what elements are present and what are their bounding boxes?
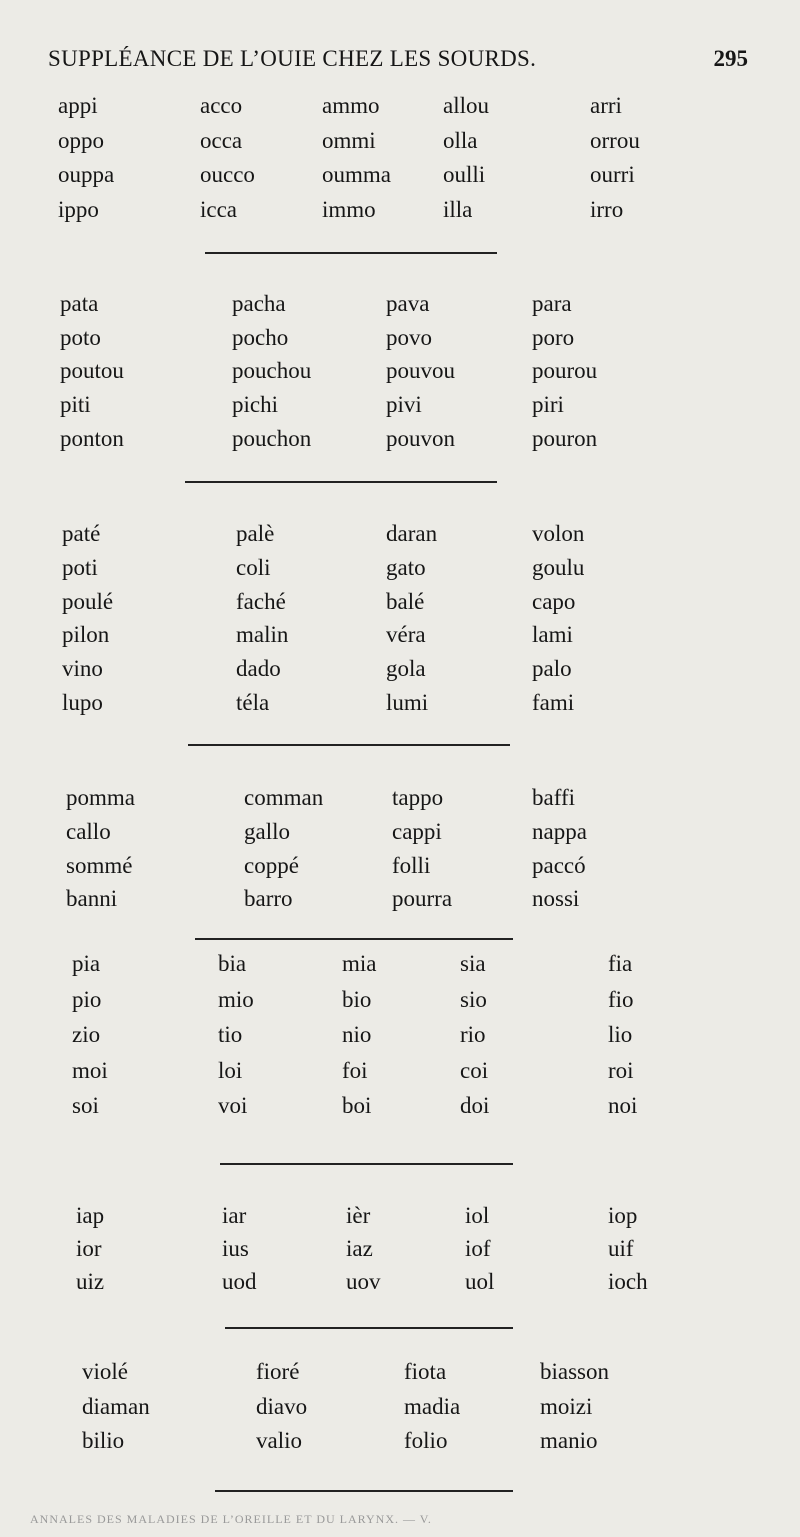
- word-cell: appi: [58, 93, 98, 118]
- word-cell: olla: [443, 127, 478, 153]
- word-row: [0, 125, 800, 157]
- word-cell: pourra: [392, 886, 453, 912]
- running-header: [48, 46, 748, 76]
- word-cell: pacha: [232, 291, 286, 316]
- word-cell: lami: [532, 622, 573, 648]
- word-cell: iaz: [346, 1236, 373, 1262]
- word-cell: pouvon: [386, 425, 455, 451]
- word-cell: dado: [236, 656, 281, 682]
- word-row: [0, 782, 800, 814]
- word-cell: moi: [72, 1057, 108, 1083]
- word-cell: pio: [72, 986, 102, 1012]
- word-cell: téla: [236, 690, 270, 715]
- word-cell: voi: [218, 1093, 248, 1118]
- word-cell: paté: [62, 521, 101, 546]
- word-row: [0, 159, 800, 191]
- page-title: SUPPLÉANCE DE L’OUIE CHEZ LES SOURDS.: [48, 46, 537, 71]
- word-cell: iar: [222, 1203, 247, 1228]
- word-cell: fio: [608, 986, 634, 1012]
- word-cell: povo: [386, 324, 432, 350]
- word-cell: lupo: [62, 690, 103, 715]
- word-cell: poutou: [60, 358, 124, 384]
- word-cell: daran: [386, 521, 438, 546]
- word-cell: rio: [460, 1022, 486, 1047]
- word-cell: coli: [236, 554, 271, 580]
- word-cell: ouppa: [58, 162, 115, 187]
- section-divider: [215, 1490, 513, 1492]
- word-cell: uif: [608, 1236, 634, 1262]
- page-number: 295: [713, 46, 748, 71]
- word-cell: pourou: [532, 358, 598, 384]
- word-cell: nossi: [532, 886, 580, 912]
- word-cell: acco: [200, 93, 243, 118]
- word-cell: uod: [222, 1269, 257, 1295]
- word-row: [0, 687, 800, 719]
- word-cell: baffi: [532, 785, 576, 810]
- word-cell: ponton: [60, 425, 124, 451]
- word-cell: iol: [465, 1203, 490, 1228]
- word-cell: pia: [72, 951, 101, 976]
- word-cell: violé: [82, 1359, 128, 1384]
- word-cell: boi: [342, 1093, 372, 1118]
- word-cell: malin: [236, 622, 289, 648]
- word-cell: arri: [590, 93, 622, 118]
- word-cell: tio: [218, 1022, 243, 1047]
- word-cell: capo: [532, 588, 576, 614]
- word-cell: fami: [532, 690, 575, 715]
- word-cell: coppé: [244, 852, 299, 878]
- word-cell: pouvou: [386, 358, 455, 384]
- word-cell: tappo: [392, 785, 444, 810]
- word-cell: moizi: [540, 1393, 593, 1419]
- word-cell: icca: [200, 196, 238, 222]
- word-cell: gato: [386, 554, 426, 580]
- word-cell: pilon: [62, 622, 110, 648]
- word-cell: fia: [608, 951, 633, 976]
- word-cell: cappi: [392, 818, 442, 844]
- section-divider: [225, 1327, 513, 1329]
- word-cell: loi: [218, 1057, 243, 1083]
- word-row: [0, 653, 800, 685]
- word-cell: mia: [342, 951, 377, 976]
- word-row: [0, 194, 800, 226]
- word-cell: poti: [62, 554, 98, 580]
- word-row: [0, 1425, 800, 1457]
- word-cell: zio: [72, 1022, 101, 1047]
- word-cell: mio: [218, 986, 254, 1012]
- word-row: [0, 1019, 800, 1051]
- word-row: [0, 1391, 800, 1423]
- word-cell: véra: [386, 622, 426, 648]
- word-cell: gallo: [244, 818, 290, 844]
- word-cell: ippo: [58, 196, 99, 222]
- word-cell: palè: [236, 521, 275, 546]
- word-cell: folio: [404, 1428, 448, 1453]
- word-cell: madia: [404, 1393, 461, 1419]
- word-cell: pivi: [386, 392, 422, 418]
- footer-text: ANNALES DES MALADIES DE L’OREILLE ET DU LARYNX. — V.: [30, 1512, 432, 1526]
- word-cell: palo: [532, 656, 572, 682]
- word-cell: oucco: [200, 162, 255, 187]
- word-cell: para: [532, 291, 572, 316]
- word-cell: faché: [236, 588, 286, 614]
- word-row: [0, 1266, 800, 1298]
- word-cell: sio: [460, 986, 487, 1012]
- word-row: [0, 322, 800, 354]
- word-cell: occa: [200, 127, 243, 153]
- word-cell: pichi: [232, 392, 278, 418]
- word-cell: fioré: [256, 1359, 300, 1384]
- word-row: [0, 518, 800, 550]
- word-row: [0, 850, 800, 882]
- word-cell: diaman: [82, 1393, 150, 1419]
- word-cell: irro: [590, 196, 624, 222]
- word-cell: fiota: [404, 1359, 447, 1384]
- word-cell: iof: [465, 1236, 491, 1262]
- word-row: [0, 355, 800, 387]
- word-cell: iop: [608, 1203, 638, 1228]
- word-cell: uiz: [76, 1269, 105, 1295]
- word-cell: poro: [532, 324, 575, 350]
- word-cell: pouron: [532, 425, 598, 451]
- word-row: [0, 948, 800, 980]
- word-cell: iap: [76, 1203, 105, 1228]
- word-cell: immo: [322, 196, 376, 222]
- word-cell: diavo: [256, 1393, 308, 1419]
- word-cell: poulé: [62, 588, 114, 614]
- word-cell: vino: [62, 656, 103, 682]
- word-cell: piri: [532, 392, 564, 418]
- word-cell: oumma: [322, 162, 391, 187]
- word-cell: lio: [608, 1022, 633, 1047]
- word-cell: biasson: [540, 1359, 609, 1384]
- word-cell: valio: [256, 1428, 302, 1453]
- word-row: [0, 883, 800, 915]
- word-cell: bio: [342, 986, 372, 1012]
- word-row: [0, 619, 800, 651]
- word-row: [0, 552, 800, 584]
- word-row: [0, 1233, 800, 1265]
- section-divider: [205, 252, 497, 254]
- word-cell: ior: [76, 1236, 102, 1262]
- word-cell: doi: [460, 1093, 490, 1118]
- word-cell: banni: [66, 886, 118, 912]
- word-row: [0, 1055, 800, 1087]
- word-cell: paccó: [532, 852, 586, 878]
- word-cell: comman: [244, 785, 324, 810]
- word-cell: pouchou: [232, 358, 312, 384]
- word-cell: callo: [66, 818, 111, 844]
- word-cell: sommé: [66, 852, 133, 878]
- word-row: [0, 423, 800, 455]
- word-row: [0, 984, 800, 1016]
- word-cell: oppo: [58, 127, 104, 153]
- word-cell: bilio: [82, 1428, 125, 1453]
- word-cell: pava: [386, 291, 430, 316]
- word-row: [0, 1200, 800, 1232]
- word-cell: poto: [60, 324, 101, 350]
- word-cell: ioch: [608, 1269, 648, 1295]
- word-cell: nio: [342, 1022, 372, 1047]
- word-cell: lumi: [386, 690, 429, 715]
- section-divider: [188, 744, 510, 746]
- word-cell: ourri: [590, 162, 635, 187]
- word-cell: nappa: [532, 818, 587, 844]
- word-cell: illa: [443, 196, 473, 222]
- word-cell: piti: [60, 392, 91, 418]
- word-cell: pata: [60, 291, 99, 316]
- word-cell: pomma: [66, 785, 135, 810]
- word-cell: orrou: [590, 127, 640, 153]
- word-cell: manio: [540, 1428, 598, 1453]
- word-cell: uov: [346, 1269, 381, 1295]
- word-cell: soi: [72, 1093, 99, 1118]
- word-row: [0, 816, 800, 848]
- word-row: [0, 288, 800, 320]
- word-cell: noi: [608, 1093, 638, 1118]
- section-divider: [220, 1163, 513, 1165]
- word-cell: foi: [342, 1057, 368, 1083]
- word-cell: bia: [218, 951, 247, 976]
- word-cell: ièr: [346, 1203, 371, 1228]
- word-row: [0, 90, 800, 122]
- word-row: [0, 1090, 800, 1122]
- word-row: [0, 1356, 800, 1388]
- word-cell: ius: [222, 1236, 249, 1262]
- word-cell: oulli: [443, 162, 486, 187]
- word-cell: volon: [532, 521, 585, 546]
- word-cell: ammo: [322, 93, 380, 118]
- word-cell: roi: [608, 1057, 634, 1083]
- word-cell: allou: [443, 93, 489, 118]
- section-divider: [195, 938, 513, 940]
- word-cell: coi: [460, 1057, 489, 1083]
- word-cell: pocho: [232, 324, 289, 350]
- word-cell: balé: [386, 588, 425, 614]
- word-cell: pouchon: [232, 425, 312, 451]
- word-cell: folli: [392, 852, 431, 878]
- word-row: [0, 586, 800, 618]
- word-cell: uol: [465, 1269, 495, 1295]
- word-cell: barro: [244, 886, 293, 912]
- section-divider: [185, 481, 497, 483]
- word-cell: sia: [460, 951, 486, 976]
- word-row: [0, 389, 800, 421]
- word-cell: goulu: [532, 554, 585, 580]
- word-cell: ommi: [322, 127, 376, 153]
- word-cell: gola: [386, 656, 426, 682]
